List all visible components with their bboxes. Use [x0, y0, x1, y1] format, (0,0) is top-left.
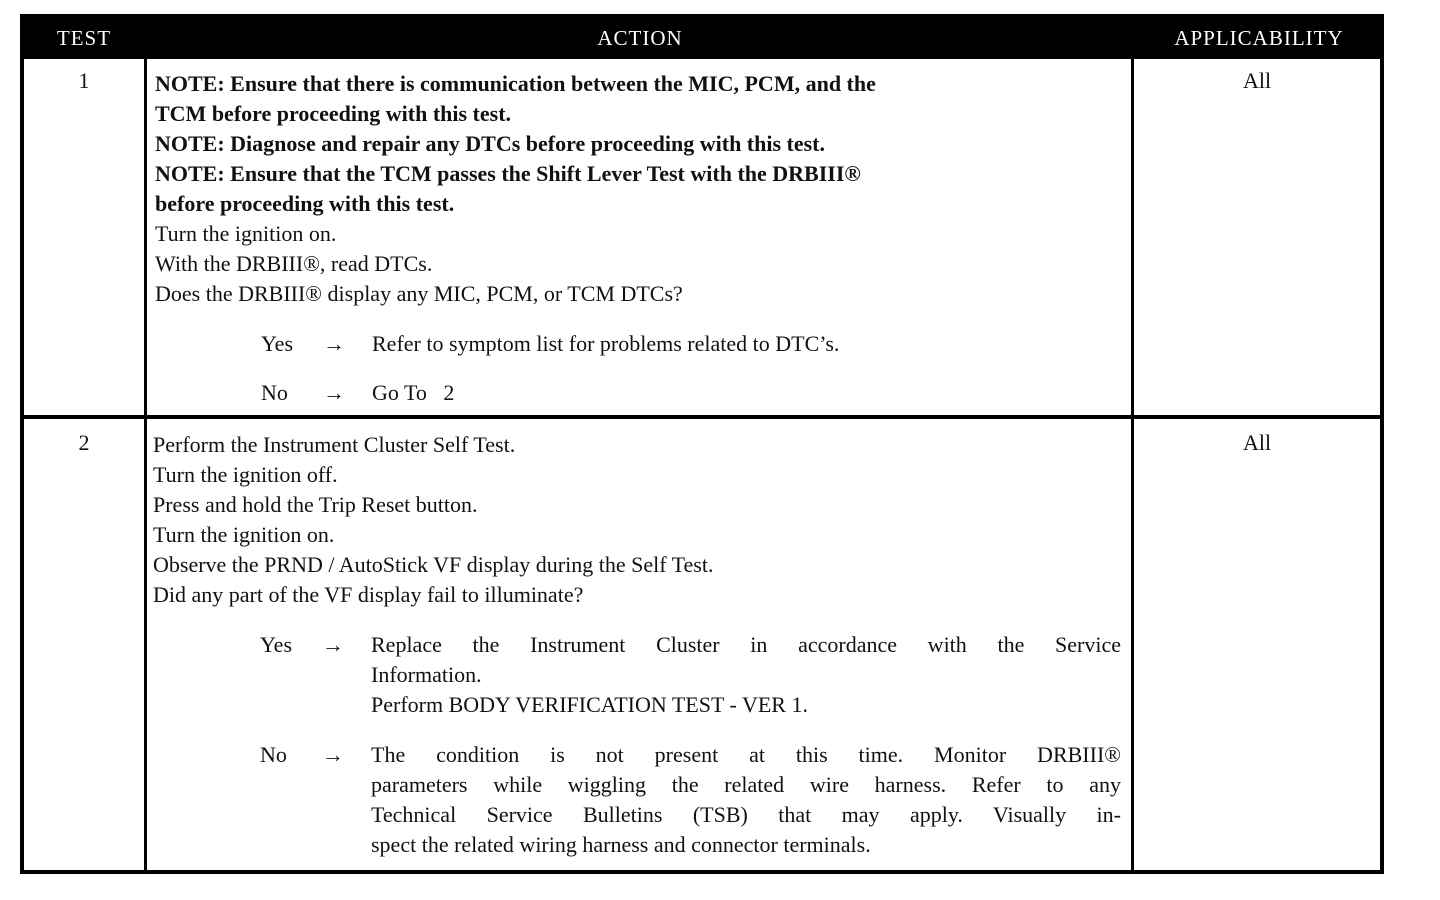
arrow-icon: → [323, 380, 345, 405]
test-number: 2 [78, 430, 90, 455]
result-line: Refer to symptom list for problems related to DTC’s. [372, 331, 840, 356]
result-line: parameters while wiggling the related wire harness. Refer to any [371, 772, 1121, 797]
header-test: TEST [56, 26, 112, 50]
step-line: Turn the ignition on. [155, 221, 337, 246]
result-line: spect the related wiring harness and connector terminals. [371, 832, 871, 857]
column-divider [1131, 59, 1134, 874]
step-line: Turn the ignition off. [153, 462, 338, 487]
step-line: Press and hold the Trip Reset button. [153, 492, 478, 517]
column-divider [144, 59, 147, 874]
applicability-value: All [1242, 68, 1272, 93]
step-line: Turn the ignition on. [153, 522, 335, 547]
step-line: Observe the PRND / AutoStick VF display during the Self Test. [153, 552, 714, 577]
note-line: before proceeding with this test. [155, 191, 455, 216]
yes-label: Yes [261, 331, 294, 356]
no-result [372, 378, 1122, 408]
arrow-icon: → [323, 331, 345, 356]
test-number: 1 [78, 68, 90, 93]
note-line: NOTE: Diagnose and repair any DTCs before proceeding with this test. [155, 131, 826, 156]
result-line: Information. [371, 662, 482, 687]
arrow-icon: → [322, 742, 344, 767]
table-header [24, 18, 1380, 59]
applicability-value: All [1242, 430, 1272, 455]
no-label: No [260, 742, 287, 767]
result-line: Go To 2 [372, 380, 455, 405]
header-action: ACTION [597, 26, 683, 50]
diagnostic-test-table [20, 14, 1384, 874]
header-applicability: APPLICABILITY [1174, 26, 1344, 50]
row-divider [24, 415, 1380, 419]
yes-result [371, 630, 1121, 720]
note-line: NOTE: Ensure that the TCM passes the Shift Lever Test with the DRBIII® [155, 161, 861, 186]
question-line: Does the DRBIII® display any MIC, PCM, or TCM DTCs? [155, 281, 683, 306]
arrow-icon: → [322, 632, 344, 657]
result-line: Perform BODY VERIFICATION TEST - VER 1. [371, 692, 808, 717]
no-result [371, 740, 1121, 860]
yes-label: Yes [260, 632, 293, 657]
yes-result [372, 329, 1122, 359]
step-line: Perform the Instrument Cluster Self Test. [153, 432, 516, 457]
test-2-action [153, 430, 1128, 610]
no-label: No [261, 380, 288, 405]
result-line: Technical Service Bulletins (TSB) that may apply. Visually in- [371, 802, 1121, 827]
result-line: The condition is not present at this time. Monitor DRBIII® [371, 742, 1121, 767]
note-line: NOTE: Ensure that there is communication between the MIC, PCM, and the [155, 71, 876, 96]
question-line: Did any part of the VF display fail to illuminate? [153, 582, 584, 607]
note-line: TCM before proceeding with this test. [155, 101, 512, 126]
step-line: With the DRBIII®, read DTCs. [155, 251, 433, 276]
test-1-action [155, 69, 1130, 309]
result-line: Replace the Instrument Cluster in accordance with the Service [371, 632, 1121, 657]
